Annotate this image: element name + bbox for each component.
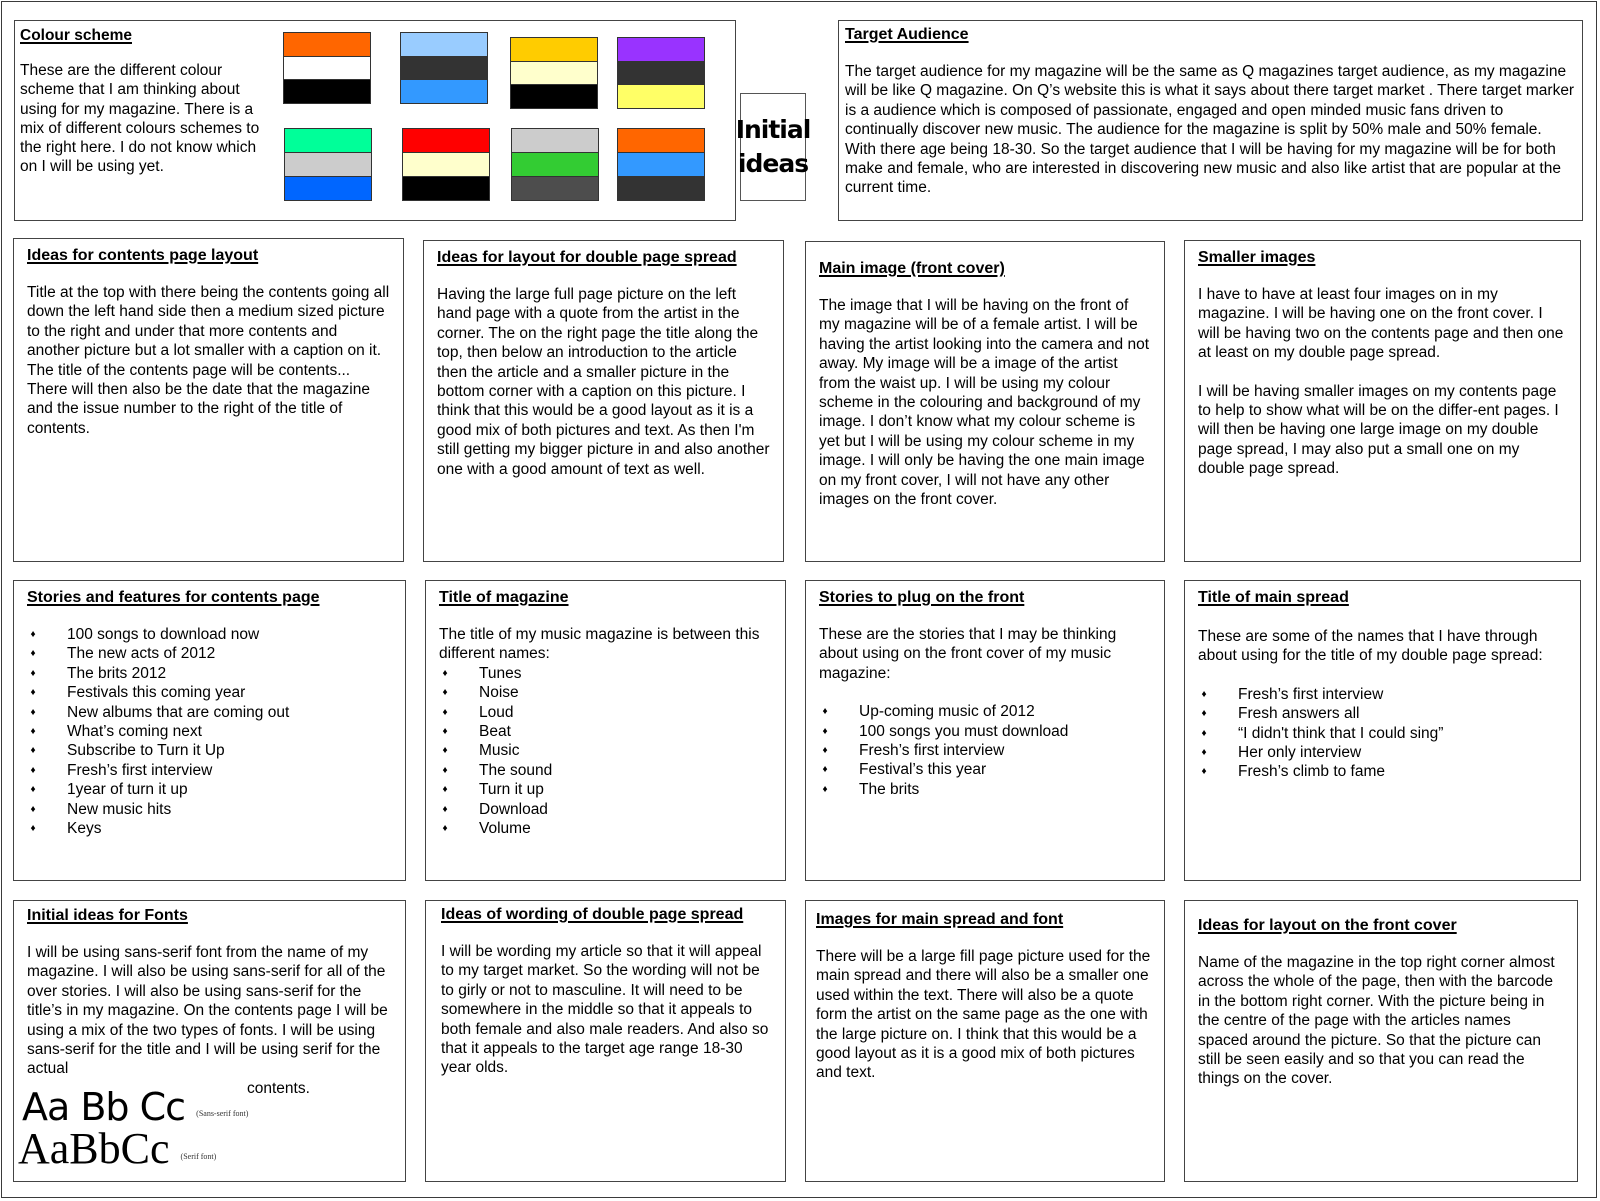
diamond-bullet-icon: ♦ (442, 745, 448, 757)
list-item-text: Fresh’s first interview (1238, 685, 1384, 703)
spread-images-text: There will be a large fill page picture used for the main spread and there will also be a smaller one used within the text. There will also be a quote form the artist on the same page as the one with the large picture on. I think that this would be a good layout as it is a good mix of both pictures and text. (816, 948, 1151, 1082)
list-item-text: 1year of turn it up (67, 781, 188, 799)
front-cover-layout-heading: Ideas for layout on the front cover (1198, 917, 1457, 934)
diamond-bullet-icon: ♦ (442, 803, 448, 815)
page-title-box (735, 93, 811, 201)
list-item-text: Subscribe to Turn it Up (67, 742, 225, 760)
list-item (1198, 743, 1567, 762)
fonts-text: I will be using sans-serif font from the name of my magazine. I will also be using sans-serif for all of the over stories. I will also be using sans-serif for the title’s in my magazine. On the contents page I will be using a mix of the two types of fonts. I will be using sans-serif for the title and I will be using serif for the actual (27, 944, 388, 1078)
colour-band (618, 153, 704, 177)
list-item (27, 625, 392, 644)
list-item (439, 703, 772, 722)
colour-band (403, 129, 489, 153)
list-item-text: The brits 2012 (67, 664, 167, 682)
colour-swatch (510, 37, 598, 109)
main-spread-title-panel (1184, 580, 1581, 881)
list-item (439, 741, 772, 760)
main-image-heading: Main image (front cover) (819, 260, 1005, 277)
magazine-title-panel (425, 580, 786, 881)
diamond-bullet-icon: ♦ (30, 803, 36, 815)
colour-swatch (400, 32, 488, 104)
list-item-text: Festivals this coming year (67, 684, 246, 702)
colour-band (618, 85, 704, 108)
diamond-bullet-icon: ♦ (822, 706, 828, 718)
list-item-text: The brits (859, 780, 920, 798)
list-item-text: The new acts of 2012 (67, 645, 216, 663)
colour-band (403, 153, 489, 177)
list-item (439, 819, 772, 838)
list-item (27, 761, 392, 780)
dps-layout-panel (423, 240, 784, 562)
target-audience-text: The target audience for my magazine will be the same as Q magazines target audience, as my magazine will be like Q magazine. On Q’s website this is what it says about there target market . There target marker is a audience which is composed of passionate, engaged and open minded music fans driven to continually discover new music. The audience for the magazine is split by 50% male and 50% female. With there age being 18-30. So the target audience that I will be having for my magazine will be for both make and female, who are interested in discovering new music and also like artist that are popular at the current time. (845, 63, 1575, 197)
list-item (27, 780, 392, 799)
list-item-text: Fresh’s climb to fame (1238, 763, 1386, 781)
list-item (819, 760, 1151, 779)
list-item-text: Festival’s this year (859, 761, 987, 779)
colour-band (511, 62, 597, 86)
diamond-bullet-icon: ♦ (30, 726, 36, 738)
diamond-bullet-icon: ♦ (442, 726, 448, 738)
list-item (1198, 762, 1567, 781)
list-item-text: Beat (479, 723, 511, 741)
list-item (439, 780, 772, 799)
magazine-title-list (439, 664, 772, 839)
colour-band (401, 80, 487, 103)
diamond-bullet-icon: ♦ (30, 784, 36, 796)
colour-swatch (284, 128, 372, 201)
front-cover-layout-text: Name of the magazine in the top right corner almost across the whole of the page, then with the barcode in the bottom right corner. With the picture being in the centre of the page with the articles names spaced around the picture. So that the picture can still be seen easily and so that you can read the things on the cover. (1198, 954, 1555, 1088)
diamond-bullet-icon: ♦ (30, 687, 36, 699)
list-item-text: Turn it up (479, 781, 544, 799)
main-spread-title-intro: These are some of the names that I have through about using for the title of my double page spread: (1198, 628, 1543, 665)
diamond-bullet-icon: ♦ (822, 745, 828, 757)
list-item (819, 741, 1151, 760)
dps-wording-panel (425, 900, 786, 1182)
dps-wording-heading: Ideas of wording of double page spread (441, 906, 744, 923)
diamond-bullet-icon: ♦ (442, 784, 448, 796)
diamond-bullet-icon: ♦ (1201, 727, 1207, 739)
list-item (819, 702, 1151, 721)
list-item (27, 703, 392, 722)
dps-layout-text: Having the large full page picture on the left hand page with a quote from the artist in the corner. The on the right page the title along the top, then below an introduction to the article then the article and a smaller picture in the bottom corner with a caption on this picture. I think that this would be a good layout as it is a good mix of both pictures and text. As then I'm still getting my bigger picture in and also another one with a good amount of text as well. (437, 286, 770, 478)
colour-scheme-heading: Colour scheme (20, 27, 132, 44)
main-image-panel (805, 241, 1165, 562)
colour-band (401, 33, 487, 57)
front-stories-list (819, 702, 1151, 799)
list-item (27, 683, 392, 702)
diamond-bullet-icon: ♦ (442, 667, 448, 679)
colour-band (618, 62, 704, 86)
contents-stories-panel (13, 580, 406, 881)
fonts-text-tail: contents. (247, 1079, 310, 1097)
diamond-bullet-icon: ♦ (1201, 766, 1207, 778)
list-item-text: Noise (479, 684, 519, 702)
list-item (439, 722, 772, 741)
colour-swatch (283, 32, 371, 104)
smaller-images-text-2: I will be having smaller images on my contents page to help to show what will be on the differ-ent pages. I will then be having one large image on my double page spread, I may also put a small one on my double page spread. (1198, 382, 1559, 478)
list-item (439, 683, 772, 702)
spread-images-heading: Images for main spread and font (816, 911, 1064, 928)
smaller-images-heading: Smaller images (1198, 249, 1316, 266)
colour-scheme-panel (14, 20, 736, 221)
magazine-title-heading: Title of magazine (439, 589, 569, 606)
diamond-bullet-icon: ♦ (1201, 688, 1207, 700)
list-item-text: New albums that are coming out (67, 703, 290, 721)
smaller-images-text-1: I have to have at least four images on in my magazine. I will be having one on the front cover. I will be having two on the contents page and then one at least on my double page spread. (1198, 286, 1564, 362)
list-item (439, 761, 772, 780)
front-cover-layout-panel (1184, 900, 1578, 1182)
colour-swatch (617, 37, 705, 109)
front-stories-panel (805, 580, 1165, 881)
colour-band (401, 57, 487, 81)
magazine-title-intro: The title of my music magazine is between this different names: (439, 626, 760, 663)
main-spread-title-heading: Title of main spread (1198, 589, 1349, 606)
diamond-bullet-icon: ♦ (30, 667, 36, 679)
list-item-text: Fresh’s first interview (67, 761, 213, 779)
list-item (27, 722, 392, 741)
colour-scheme-text: These are the different colour scheme that I am thinking about using for my magazine. There is a mix of different colours schemes to the right here. I do not know which on I will be using yet. (20, 62, 260, 176)
list-item-text: Fresh answers all (1238, 705, 1360, 723)
front-stories-intro: These are the stories that I may be thinking about using on the front cover of my music magazine: (819, 626, 1117, 682)
list-item-text: Keys (67, 820, 102, 838)
list-item-text: New music hits (67, 800, 172, 818)
diamond-bullet-icon: ♦ (442, 706, 448, 718)
diamond-bullet-icon: ♦ (1201, 708, 1207, 720)
main-spread-title-list (1198, 685, 1567, 782)
fonts-panel (13, 900, 406, 1182)
serif-sample-text: AaBbCc (18, 1124, 170, 1173)
list-item (1198, 724, 1567, 743)
dps-wording-text: I will be wording my article so that it will appeal to my target market. So the wording will not be to girly or not to masculine. It will need to be somewhere in the middle so that it appeals to both female and also male readers. And also so that it appeals to the target age range 18-30 year olds. (441, 943, 769, 1077)
list-item (439, 664, 772, 683)
colour-swatch (511, 128, 599, 201)
list-item-text: Up-coming music of 2012 (859, 703, 1035, 721)
list-item (27, 664, 392, 683)
diamond-bullet-icon: ♦ (1201, 747, 1207, 759)
contents-layout-heading: Ideas for contents page layout (27, 247, 259, 264)
colour-band (618, 177, 704, 200)
diamond-bullet-icon: ♦ (822, 725, 828, 737)
list-item (439, 800, 772, 819)
list-item-text: Fresh’s first interview (859, 742, 1005, 760)
diamond-bullet-icon: ♦ (442, 764, 448, 776)
diamond-bullet-icon: ♦ (442, 823, 448, 835)
main-image-text: The image that I will be having on the front of my magazine will be of a female artist. I will be having the artist looking into the camera and not away. My image will be a image of the artist from the waist up. I will be using my colour scheme in the colouring and background of my image. I don’t know what my colour scheme is yet but I will be using my colour scheme in my image. I will only be having the one main image on my front cover, I will not have any other images on the front cover. (819, 297, 1150, 509)
diamond-bullet-icon: ♦ (30, 629, 36, 640)
colour-swatch (402, 128, 490, 201)
fonts-heading: Initial ideas for Fonts (27, 907, 188, 924)
contents-layout-text: Title at the top with there being the contents going all down the left hand side then a medium sized picture to the right and under that more contents and another picture but a lot smaller with a caption on it. The title of the contents page will be contents... There will then also be the date that the magazine and the issue number to the right of the title of contents. (27, 284, 390, 437)
colour-band (284, 33, 370, 57)
colour-band (285, 153, 371, 177)
diamond-bullet-icon: ♦ (822, 764, 828, 776)
list-item-text: Music (479, 742, 520, 760)
diamond-bullet-icon: ♦ (30, 823, 36, 835)
target-audience-heading: Target Audience (845, 26, 969, 43)
list-item-text: Tunes (479, 664, 522, 682)
list-item (1198, 704, 1567, 723)
sans-serif-note: (Sans-serif font) (196, 1109, 249, 1118)
colour-band (512, 129, 598, 153)
front-stories-heading: Stories to plug on the front (819, 589, 1025, 606)
list-item (27, 741, 392, 760)
colour-band (511, 38, 597, 62)
colour-band (512, 177, 598, 200)
diamond-bullet-icon: ♦ (442, 687, 448, 699)
serif-sample (18, 1124, 217, 1179)
list-item-text: Her only interview (1238, 744, 1362, 762)
contents-stories-list (27, 625, 392, 838)
colour-band (284, 80, 370, 103)
list-item (819, 722, 1151, 741)
colour-band (511, 85, 597, 108)
colour-band (285, 129, 371, 153)
colour-band (403, 177, 489, 200)
page-title: Initial ideas (735, 115, 811, 178)
diamond-bullet-icon: ♦ (822, 783, 828, 795)
list-item-text: What’s coming next (67, 723, 202, 741)
diamond-bullet-icon: ♦ (30, 648, 36, 660)
colour-band (285, 177, 371, 200)
colour-swatch (617, 128, 705, 201)
list-item-text: “I didn't think that I could sing” (1238, 724, 1444, 742)
list-item-text: 100 songs to download now (67, 626, 260, 643)
contents-layout-panel (13, 238, 404, 562)
colour-band (284, 57, 370, 81)
colour-band (618, 38, 704, 62)
list-item-text: Loud (479, 703, 514, 721)
diamond-bullet-icon: ♦ (30, 764, 36, 776)
diamond-bullet-icon: ♦ (30, 745, 36, 757)
target-audience-panel (838, 20, 1583, 221)
contents-stories-heading: Stories and features for contents page (27, 589, 320, 606)
list-item (27, 644, 392, 663)
list-item-text: Download (479, 800, 548, 818)
serif-note: (Serif font) (180, 1152, 217, 1161)
list-item (27, 800, 392, 819)
smaller-images-panel (1184, 240, 1581, 562)
list-item (27, 819, 392, 838)
diamond-bullet-icon: ♦ (30, 706, 36, 718)
colour-band (618, 129, 704, 153)
list-item (819, 780, 1151, 799)
list-item-text: Volume (479, 820, 531, 838)
dps-layout-heading: Ideas for layout for double page spread (437, 249, 737, 266)
list-item-text: The sound (479, 761, 553, 779)
sans-serif-sample-text: Aa Bb Cc (22, 1085, 186, 1129)
colour-band (512, 153, 598, 177)
list-item (1198, 685, 1567, 704)
list-item-text: 100 songs you must download (859, 722, 1069, 740)
spread-images-panel (805, 900, 1165, 1182)
